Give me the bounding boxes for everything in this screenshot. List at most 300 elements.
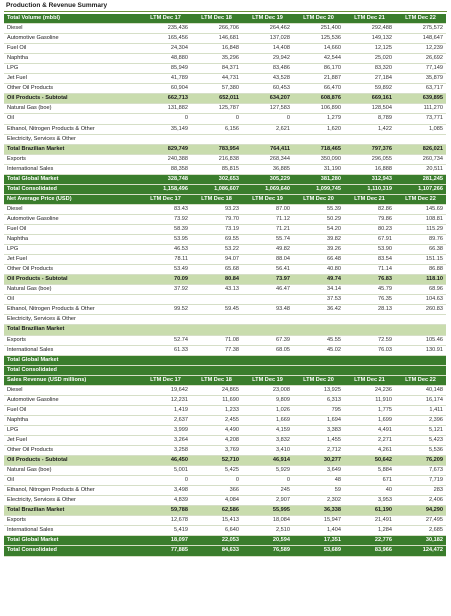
value-cell: 42,544	[293, 54, 344, 64]
value-cell: 1,404	[293, 526, 344, 536]
value-cell: 19,642	[140, 385, 191, 395]
value-cell: 83.43	[140, 204, 191, 214]
row-label: Oil	[4, 476, 140, 486]
value-cell: 94.07	[191, 255, 242, 265]
column-header: LTM Dec 21	[344, 14, 395, 24]
value-cell: 88.04	[242, 255, 293, 265]
value-cell: 137,028	[242, 34, 293, 44]
value-cell: 72.59	[344, 335, 395, 345]
value-cell: 281,245	[395, 174, 446, 184]
value-cell	[395, 355, 446, 365]
value-cell	[140, 325, 191, 335]
value-cell: 66.38	[395, 245, 446, 255]
total-row	[4, 536, 446, 546]
value-cell: 148,647	[395, 34, 446, 44]
value-cell: 264,462	[242, 24, 293, 34]
value-cell: 93.23	[191, 204, 242, 214]
table-row	[4, 526, 446, 536]
value-cell: 4,159	[242, 425, 293, 435]
row-label: Ethanol, Nitrogen Products & Other	[4, 486, 140, 496]
table-row	[4, 235, 446, 245]
column-header: LTM Dec 20	[293, 375, 344, 385]
column-header: LTM Dec 19	[242, 14, 293, 24]
value-cell: 35,296	[191, 54, 242, 64]
value-cell: 87.00	[242, 204, 293, 214]
table-row	[4, 255, 446, 265]
table-row	[4, 415, 446, 425]
value-cell: 28.13	[344, 305, 395, 315]
value-cell: 5,425	[191, 466, 242, 476]
value-cell: 21,887	[293, 74, 344, 84]
value-cell: 25,020	[344, 54, 395, 64]
value-cell: 608,876	[293, 94, 344, 104]
row-label: Total Consolidated	[4, 365, 140, 375]
value-cell: 764,411	[242, 144, 293, 154]
value-cell: 5,001	[140, 466, 191, 476]
row-label: Total Global Market	[4, 536, 140, 546]
value-cell	[395, 325, 446, 335]
column-header: LTM Dec 17	[140, 14, 191, 24]
value-cell: 2,396	[395, 415, 446, 425]
value-cell: 4,490	[191, 425, 242, 435]
value-cell	[293, 325, 344, 335]
total-row	[4, 355, 446, 365]
value-cell: 111,270	[395, 104, 446, 114]
value-cell: 125,787	[191, 104, 242, 114]
value-cell	[344, 325, 395, 335]
value-cell: 29,942	[242, 54, 293, 64]
column-header: LTM Dec 18	[191, 375, 242, 385]
value-cell: 15,947	[293, 516, 344, 526]
column-header: LTM Dec 21	[344, 194, 395, 204]
value-cell: 76.03	[344, 345, 395, 355]
sheet-title: Production & Revenue Summary	[6, 2, 108, 9]
row-label: Other Oil Products	[4, 84, 140, 94]
value-cell: 1,110,319	[344, 184, 395, 194]
value-cell: 12,678	[140, 516, 191, 526]
value-cell: 22,053	[191, 536, 242, 546]
row-label: Fuel Oil	[4, 224, 140, 234]
value-cell: 5,536	[395, 446, 446, 456]
value-cell: 1,085	[395, 124, 446, 134]
value-cell: 2,907	[242, 496, 293, 506]
value-cell	[293, 355, 344, 365]
value-cell: 2,455	[191, 415, 242, 425]
column-header: LTM Dec 19	[242, 375, 293, 385]
table-row	[4, 104, 446, 114]
row-label: Automotive Gasoline	[4, 214, 140, 224]
value-cell: 73.19	[191, 224, 242, 234]
value-cell: 251,400	[293, 24, 344, 34]
value-cell: 125,536	[293, 34, 344, 44]
value-cell: 45.79	[344, 285, 395, 295]
row-label: Automotive Gasoline	[4, 395, 140, 405]
value-cell: 71.14	[344, 265, 395, 275]
row-label: Diesel	[4, 24, 140, 34]
value-cell: 104.63	[395, 295, 446, 305]
value-cell: 37.53	[293, 295, 344, 305]
value-cell: 67.39	[242, 335, 293, 345]
value-cell: 16,174	[395, 395, 446, 405]
value-cell: 292,488	[344, 24, 395, 34]
table-row	[4, 114, 446, 124]
value-cell: 76.83	[344, 275, 395, 285]
value-cell: 105.46	[395, 335, 446, 345]
value-cell: 4,084	[191, 496, 242, 506]
value-cell: 27,495	[395, 516, 446, 526]
value-cell: 79.86	[344, 214, 395, 224]
value-cell: 5,419	[140, 526, 191, 536]
table-row	[4, 385, 446, 395]
table-row	[4, 435, 446, 445]
value-cell	[293, 315, 344, 325]
value-cell: 6,156	[191, 124, 242, 134]
value-cell: 3,498	[140, 486, 191, 496]
value-cell: 108.81	[395, 214, 446, 224]
value-cell	[242, 134, 293, 144]
value-cell: 275,572	[395, 24, 446, 34]
row-label: Jet Fuel	[4, 74, 140, 84]
value-cell: 1,107,266	[395, 184, 446, 194]
value-cell: 1,699	[344, 415, 395, 425]
value-cell: 124,472	[395, 546, 446, 556]
value-cell: 88,358	[140, 164, 191, 174]
value-cell: 26,692	[395, 54, 446, 64]
value-cell: 3,953	[344, 496, 395, 506]
value-cell: 41,789	[140, 74, 191, 84]
value-cell: 652,011	[191, 94, 242, 104]
value-cell: 71.12	[242, 214, 293, 224]
row-label: Diesel	[4, 204, 140, 214]
value-cell: 2,685	[395, 526, 446, 536]
row-label: Oil Products - Subtotal	[4, 456, 140, 466]
value-cell: 59,788	[140, 506, 191, 516]
value-cell: 115.29	[395, 224, 446, 234]
row-label: Natural Gas (boe)	[4, 285, 140, 295]
section-header-row	[4, 194, 446, 204]
value-cell: 76.35	[344, 295, 395, 305]
table-row	[4, 345, 446, 355]
value-cell: 5,121	[395, 425, 446, 435]
value-cell: 2,271	[344, 435, 395, 445]
value-cell: 34.14	[293, 285, 344, 295]
value-cell: 20,594	[242, 536, 293, 546]
value-cell: 7,673	[395, 466, 446, 476]
value-cell: 1,455	[293, 435, 344, 445]
value-cell: 2,510	[242, 526, 293, 536]
value-cell: 1,411	[395, 405, 446, 415]
value-cell: 73.97	[242, 275, 293, 285]
value-cell: 82.86	[344, 204, 395, 214]
summary-table	[4, 14, 446, 557]
value-cell: 0	[191, 114, 242, 124]
value-cell: 23,008	[242, 385, 293, 395]
section-title: Total Volume (mbbl)	[4, 14, 140, 24]
value-cell: 366	[191, 486, 242, 496]
table-row	[4, 405, 446, 415]
row-label: Total Global Market	[4, 355, 140, 365]
value-cell: 6,640	[191, 526, 242, 536]
value-cell	[344, 355, 395, 365]
value-cell	[344, 134, 395, 144]
value-cell: 77,885	[140, 546, 191, 556]
title-divider	[4, 11, 447, 12]
value-cell: 671	[344, 476, 395, 486]
value-cell: 46,450	[140, 456, 191, 466]
section-title: Sales Revenue (USD millions)	[4, 375, 140, 385]
value-cell: 1,422	[344, 124, 395, 134]
value-cell: 53.49	[140, 265, 191, 275]
value-cell	[140, 295, 191, 305]
value-cell: 24,236	[344, 385, 395, 395]
value-cell: 48,880	[140, 54, 191, 64]
value-cell: 70.09	[140, 275, 191, 285]
value-cell: 718,465	[293, 144, 344, 154]
value-cell: 1,069,640	[242, 184, 293, 194]
value-cell: 3,832	[242, 435, 293, 445]
value-cell: 149,132	[344, 34, 395, 44]
value-cell: 35,879	[395, 74, 446, 84]
section-title: Net Average Price (USD)	[4, 194, 140, 204]
table-row	[4, 305, 446, 315]
table-row	[4, 425, 446, 435]
table-row	[4, 164, 446, 174]
value-cell: 55,995	[242, 506, 293, 516]
row-label: Electricity, Services & Other	[4, 134, 140, 144]
value-cell: 245	[242, 486, 293, 496]
value-cell: 0	[242, 114, 293, 124]
column-header: LTM Dec 18	[191, 194, 242, 204]
column-header: LTM Dec 22	[395, 194, 446, 204]
section-header-row	[4, 14, 446, 24]
value-cell: 73.92	[140, 214, 191, 224]
value-cell: 18,097	[140, 536, 191, 546]
table-row	[4, 224, 446, 234]
subtotal-row	[4, 94, 446, 104]
value-cell: 36,885	[242, 164, 293, 174]
row-label: Oil	[4, 295, 140, 305]
value-cell: 4,261	[344, 446, 395, 456]
value-cell: 350,090	[293, 154, 344, 164]
row-label: Exports	[4, 154, 140, 164]
value-cell: 69.55	[191, 235, 242, 245]
value-cell: 93.48	[242, 305, 293, 315]
value-cell: 86,170	[293, 64, 344, 74]
value-cell: 80.23	[344, 224, 395, 234]
table-row	[4, 285, 446, 295]
value-cell	[191, 315, 242, 325]
value-cell	[395, 365, 446, 375]
value-cell	[140, 134, 191, 144]
value-cell: 85,949	[140, 64, 191, 74]
value-cell: 30,277	[293, 456, 344, 466]
value-cell: 662,713	[140, 94, 191, 104]
value-cell: 12,239	[395, 44, 446, 54]
table-row	[4, 124, 446, 134]
value-cell: 14,408	[242, 44, 293, 54]
column-header: LTM Dec 17	[140, 194, 191, 204]
value-cell: 83,966	[344, 546, 395, 556]
value-cell: 84,371	[191, 64, 242, 74]
value-cell: 0	[140, 476, 191, 486]
value-cell: 1,694	[293, 415, 344, 425]
value-cell: 40	[344, 486, 395, 496]
value-cell: 46.53	[140, 245, 191, 255]
value-cell	[395, 315, 446, 325]
value-cell: 240,388	[140, 154, 191, 164]
value-cell: 3,410	[242, 446, 293, 456]
value-cell: 77.38	[191, 345, 242, 355]
total-row	[4, 546, 446, 556]
table-row	[4, 24, 446, 34]
column-header: LTM Dec 22	[395, 14, 446, 24]
row-label: Naphtha	[4, 54, 140, 64]
value-cell: 66,470	[293, 84, 344, 94]
subtotal-row	[4, 144, 446, 154]
row-label: Other Oil Products	[4, 265, 140, 275]
value-cell: 85,815	[191, 164, 242, 174]
value-cell	[191, 365, 242, 375]
value-cell: 15,413	[191, 516, 242, 526]
value-cell: 639,895	[395, 94, 446, 104]
value-cell: 6,313	[293, 395, 344, 405]
row-label: Total Consolidated	[4, 184, 140, 194]
row-label: Diesel	[4, 385, 140, 395]
value-cell: 4,208	[191, 435, 242, 445]
row-label: Ethanol, Nitrogen Products & Other	[4, 124, 140, 134]
value-cell: 1,775	[344, 405, 395, 415]
table-row	[4, 476, 446, 486]
value-cell	[344, 315, 395, 325]
value-cell: 21,491	[344, 516, 395, 526]
table-row	[4, 516, 446, 526]
value-cell: 46.47	[242, 285, 293, 295]
value-cell: 48	[293, 476, 344, 486]
value-cell: 36.42	[293, 305, 344, 315]
value-cell: 60,453	[242, 84, 293, 94]
row-label: International Sales	[4, 345, 140, 355]
table-row	[4, 245, 446, 255]
value-cell: 68.96	[395, 285, 446, 295]
value-cell: 16,888	[344, 164, 395, 174]
column-header: LTM Dec 20	[293, 14, 344, 24]
value-cell: 1,669	[242, 415, 293, 425]
value-cell: 669,161	[344, 94, 395, 104]
row-label: Automotive Gasoline	[4, 34, 140, 44]
table-row	[4, 44, 446, 54]
value-cell	[191, 325, 242, 335]
value-cell: 24,865	[191, 385, 242, 395]
total-row	[4, 365, 446, 375]
table-row	[4, 214, 446, 224]
column-header: LTM Dec 17	[140, 375, 191, 385]
value-cell	[293, 134, 344, 144]
column-header: LTM Dec 20	[293, 194, 344, 204]
value-cell: 80.84	[191, 275, 242, 285]
value-cell: 11,690	[191, 395, 242, 405]
table-row	[4, 496, 446, 506]
value-cell: 381,280	[293, 174, 344, 184]
value-cell	[242, 365, 293, 375]
row-label: Ethanol, Nitrogen Products & Other	[4, 305, 140, 315]
table-row	[4, 64, 446, 74]
value-cell: 797,376	[344, 144, 395, 154]
value-cell: 53.22	[191, 245, 242, 255]
table-row	[4, 486, 446, 496]
table-row	[4, 134, 446, 144]
value-cell	[140, 355, 191, 365]
value-cell: 634,207	[242, 94, 293, 104]
value-cell: 71.08	[191, 335, 242, 345]
table-row	[4, 84, 446, 94]
value-cell: 20,511	[395, 164, 446, 174]
value-cell: 1,620	[293, 124, 344, 134]
row-label: Exports	[4, 335, 140, 345]
value-cell: 49.82	[242, 245, 293, 255]
value-cell: 59.45	[191, 305, 242, 315]
row-label: Total Brazilian Market	[4, 325, 140, 335]
subtotal-row	[4, 325, 446, 335]
value-cell	[191, 134, 242, 144]
value-cell: 71.21	[242, 224, 293, 234]
value-cell: 43,528	[242, 74, 293, 84]
row-label: LPG	[4, 245, 140, 255]
value-cell: 266,706	[191, 24, 242, 34]
row-label: Oil Products - Subtotal	[4, 94, 140, 104]
value-cell: 5,929	[242, 466, 293, 476]
value-cell: 1,026	[242, 405, 293, 415]
value-cell: 128,504	[344, 104, 395, 114]
value-cell: 61.33	[140, 345, 191, 355]
table-row	[4, 204, 446, 214]
value-cell: 40,148	[395, 385, 446, 395]
value-cell: 59	[293, 486, 344, 496]
value-cell: 11,910	[344, 395, 395, 405]
value-cell: 63,717	[395, 84, 446, 94]
value-cell: 3,264	[140, 435, 191, 445]
value-cell: 68.05	[242, 345, 293, 355]
value-cell: 235,436	[140, 24, 191, 34]
row-label: Natural Gas (boe)	[4, 104, 140, 114]
value-cell: 55.74	[242, 235, 293, 245]
row-label: Exports	[4, 516, 140, 526]
value-cell: 40.80	[293, 265, 344, 275]
value-cell: 43.13	[191, 285, 242, 295]
value-cell: 24,304	[140, 44, 191, 54]
value-cell: 39.82	[293, 235, 344, 245]
value-cell	[191, 355, 242, 365]
total-row	[4, 184, 446, 194]
value-cell: 58.39	[140, 224, 191, 234]
value-cell: 2,621	[242, 124, 293, 134]
value-cell: 83,486	[242, 64, 293, 74]
value-cell: 12,231	[140, 395, 191, 405]
value-cell: 165,456	[140, 34, 191, 44]
value-cell: 3,649	[293, 466, 344, 476]
value-cell: 39.26	[293, 245, 344, 255]
value-cell: 0	[140, 114, 191, 124]
subtotal-row	[4, 456, 446, 466]
value-cell: 27,184	[344, 74, 395, 84]
value-cell: 79.70	[191, 214, 242, 224]
value-cell	[395, 134, 446, 144]
value-cell	[293, 365, 344, 375]
value-cell: 17,351	[293, 536, 344, 546]
value-cell: 312,943	[344, 174, 395, 184]
value-cell: 83.54	[344, 255, 395, 265]
value-cell	[242, 355, 293, 365]
value-cell: 78.11	[140, 255, 191, 265]
